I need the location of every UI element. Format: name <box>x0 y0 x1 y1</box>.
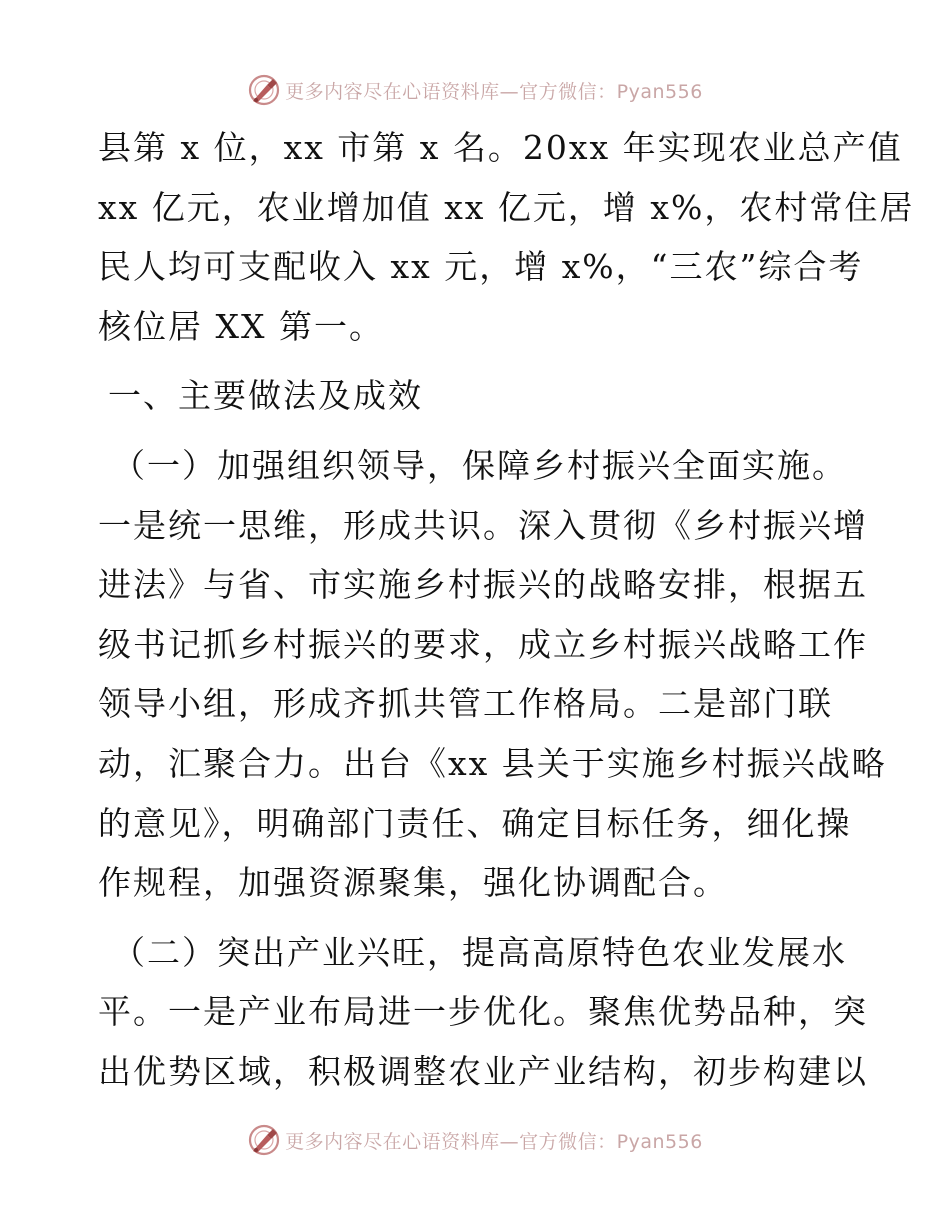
subsection-title-line: （二）突出产业兴旺，提高高原特色农业发展水 <box>112 932 847 972</box>
subsection-2 <box>98 923 868 1102</box>
document-body <box>98 118 915 1102</box>
paragraph-intro <box>98 118 915 356</box>
subsection-title-line: （一）加强组织领导，保障乡村振兴全面实施。 <box>112 445 847 485</box>
watermark-banner-top <box>0 70 950 110</box>
text-line: 核位居 XX 第一。 <box>98 306 384 346</box>
text-line: 出优势区域，积极调整农业产业结构，初步构建以 <box>98 1051 868 1091</box>
text-line: 动，汇聚合力。出台《xx 县关于实施乡村振兴战略 <box>98 743 887 783</box>
text-line: 进法》与省、市实施乡村振兴的战略安排，根据五 <box>98 565 868 605</box>
watermark-text: 更多内容尽在心语资料库—官方微信：Pyan556 <box>285 80 703 103</box>
text-line: 县第 x 位，xx 市第 x 名。20xx 年实现农业总产值 <box>98 128 903 167</box>
text-line: 民人均可支配收入 xx 元，增 x%，“三农”综合考 <box>98 247 864 287</box>
text-line: 作规程，加强资源聚集，强化协调配合。 <box>98 863 728 903</box>
text-line: 的意见》，明确部门责任、确定目标任务，细化操 <box>98 803 852 843</box>
text-line: xx 亿元，农业增加值 xx 亿元，增 x%，农村常住居 <box>98 187 915 227</box>
text-line: 领导小组，形成齐抓共管工作格局。二是部门联 <box>98 684 833 724</box>
pen-logo-icon <box>247 73 281 107</box>
text-line: 级书记抓乡村振兴的要求，成立乡村振兴战略工作 <box>98 624 868 664</box>
text-line: 平。一是产业布局进一步优化。聚焦优势品种，突 <box>98 992 868 1032</box>
subsection-1 <box>98 436 887 913</box>
watermark-banner-bottom <box>0 1120 950 1160</box>
pen-logo-icon <box>247 1123 281 1157</box>
watermark-text: 更多内容尽在心语资料库—官方微信：Pyan556 <box>285 1130 703 1153</box>
text-line: 一是统一思维，形成共识。深入贯彻《乡村振兴增 <box>98 505 868 545</box>
section-heading: 一、主要做法及成效 <box>108 376 423 416</box>
